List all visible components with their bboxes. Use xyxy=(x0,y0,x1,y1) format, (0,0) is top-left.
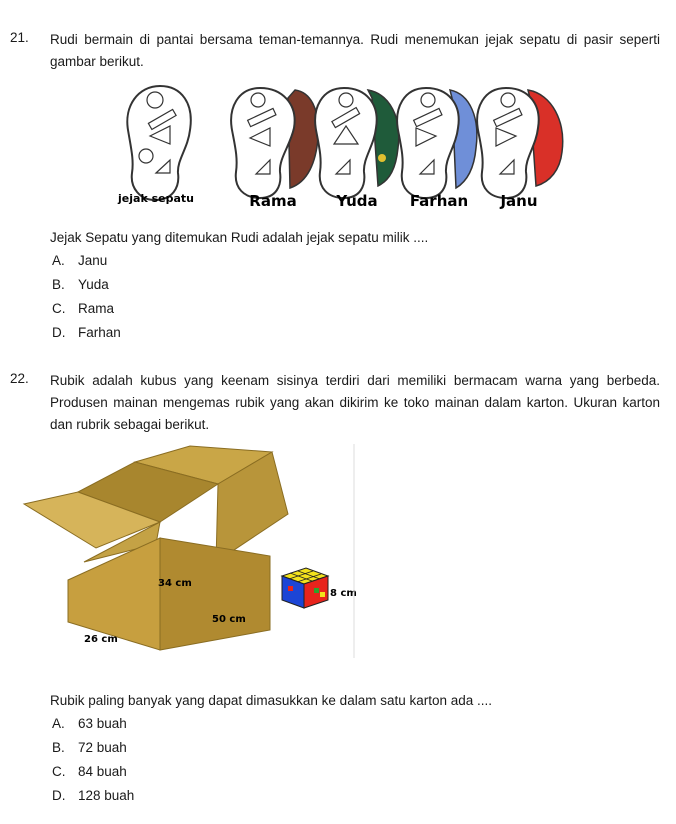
option-text: Rama xyxy=(78,301,115,316)
q22-question: Rubik paling banyak yang dapat dimasukkan ke dalam satu karton ada .... xyxy=(50,693,493,708)
option-text: 63 buah xyxy=(78,716,127,731)
q21-text: Rudi bermain di pantai bersama teman-temannya. Rudi menemukan jejak sepatu di pasir seperti gambar berikut. xyxy=(50,32,660,69)
box-height-label: 34 cm xyxy=(158,578,192,589)
carton-rubik-figure xyxy=(20,444,360,658)
shoe-rama-image xyxy=(231,88,318,198)
option-text: 128 buah xyxy=(78,788,135,803)
option-text: Yuda xyxy=(78,277,109,292)
option-letter: B. xyxy=(52,277,65,292)
shoe-label-yuda: Yuda xyxy=(336,192,378,210)
q22-option-d[interactable] xyxy=(52,786,134,806)
shoe-farhan-image xyxy=(397,88,477,198)
option-letter: A. xyxy=(52,716,65,731)
q21-question: Jejak Sepatu yang ditemukan Rudi adalah jejak sepatu milik .... xyxy=(50,230,429,245)
option-letter: A. xyxy=(52,253,65,268)
shoe-janu-image xyxy=(477,88,563,198)
shoe-label-rama: Rama xyxy=(249,192,297,210)
shoe-label-farhan: Farhan xyxy=(409,192,469,210)
q22-option-a[interactable] xyxy=(52,714,127,734)
cube-side-label: 8 cm xyxy=(330,588,357,599)
shoe-footprint-figure xyxy=(110,78,570,214)
option-letter: C. xyxy=(52,301,66,316)
option-letter: D. xyxy=(52,788,66,803)
footprint-image xyxy=(127,86,190,200)
option-letter: C. xyxy=(52,764,66,779)
q22-number: 22. xyxy=(10,371,29,386)
q22-option-b[interactable] xyxy=(52,738,127,758)
q21-option-c[interactable] xyxy=(52,299,114,319)
q21-option-b[interactable] xyxy=(52,275,109,295)
option-text: 84 buah xyxy=(78,764,127,779)
box-width-label: 26 cm xyxy=(84,634,118,645)
option-letter: D. xyxy=(52,325,66,340)
rubik-cube-image xyxy=(282,568,328,608)
option-text: Farhan xyxy=(78,325,121,340)
option-letter: B. xyxy=(52,740,65,755)
option-text: Janu xyxy=(78,253,108,268)
option-text: 72 buah xyxy=(78,740,127,755)
q21-option-d[interactable] xyxy=(52,323,121,343)
carton-side-face xyxy=(160,538,270,650)
footprint-label: jejak sepatu xyxy=(118,192,194,205)
q21-number: 21. xyxy=(10,30,29,45)
shoe-label-janu: Janu xyxy=(500,192,538,210)
shoe-yuda-image xyxy=(315,88,399,198)
q22-text: Rubik adalah kubus yang keenam sisinya terdiri dari memiliki bermacam warna yang berbeda. Produsen mainan mengemas rubik yang akan dikirim ke toko mainan dalam karton. Ukuran karton dan rubrik sebagai berikut. xyxy=(50,373,660,432)
box-length-label: 50 cm xyxy=(212,614,246,625)
q21-option-a[interactable] xyxy=(52,251,107,271)
q22-option-c[interactable] xyxy=(52,762,127,782)
